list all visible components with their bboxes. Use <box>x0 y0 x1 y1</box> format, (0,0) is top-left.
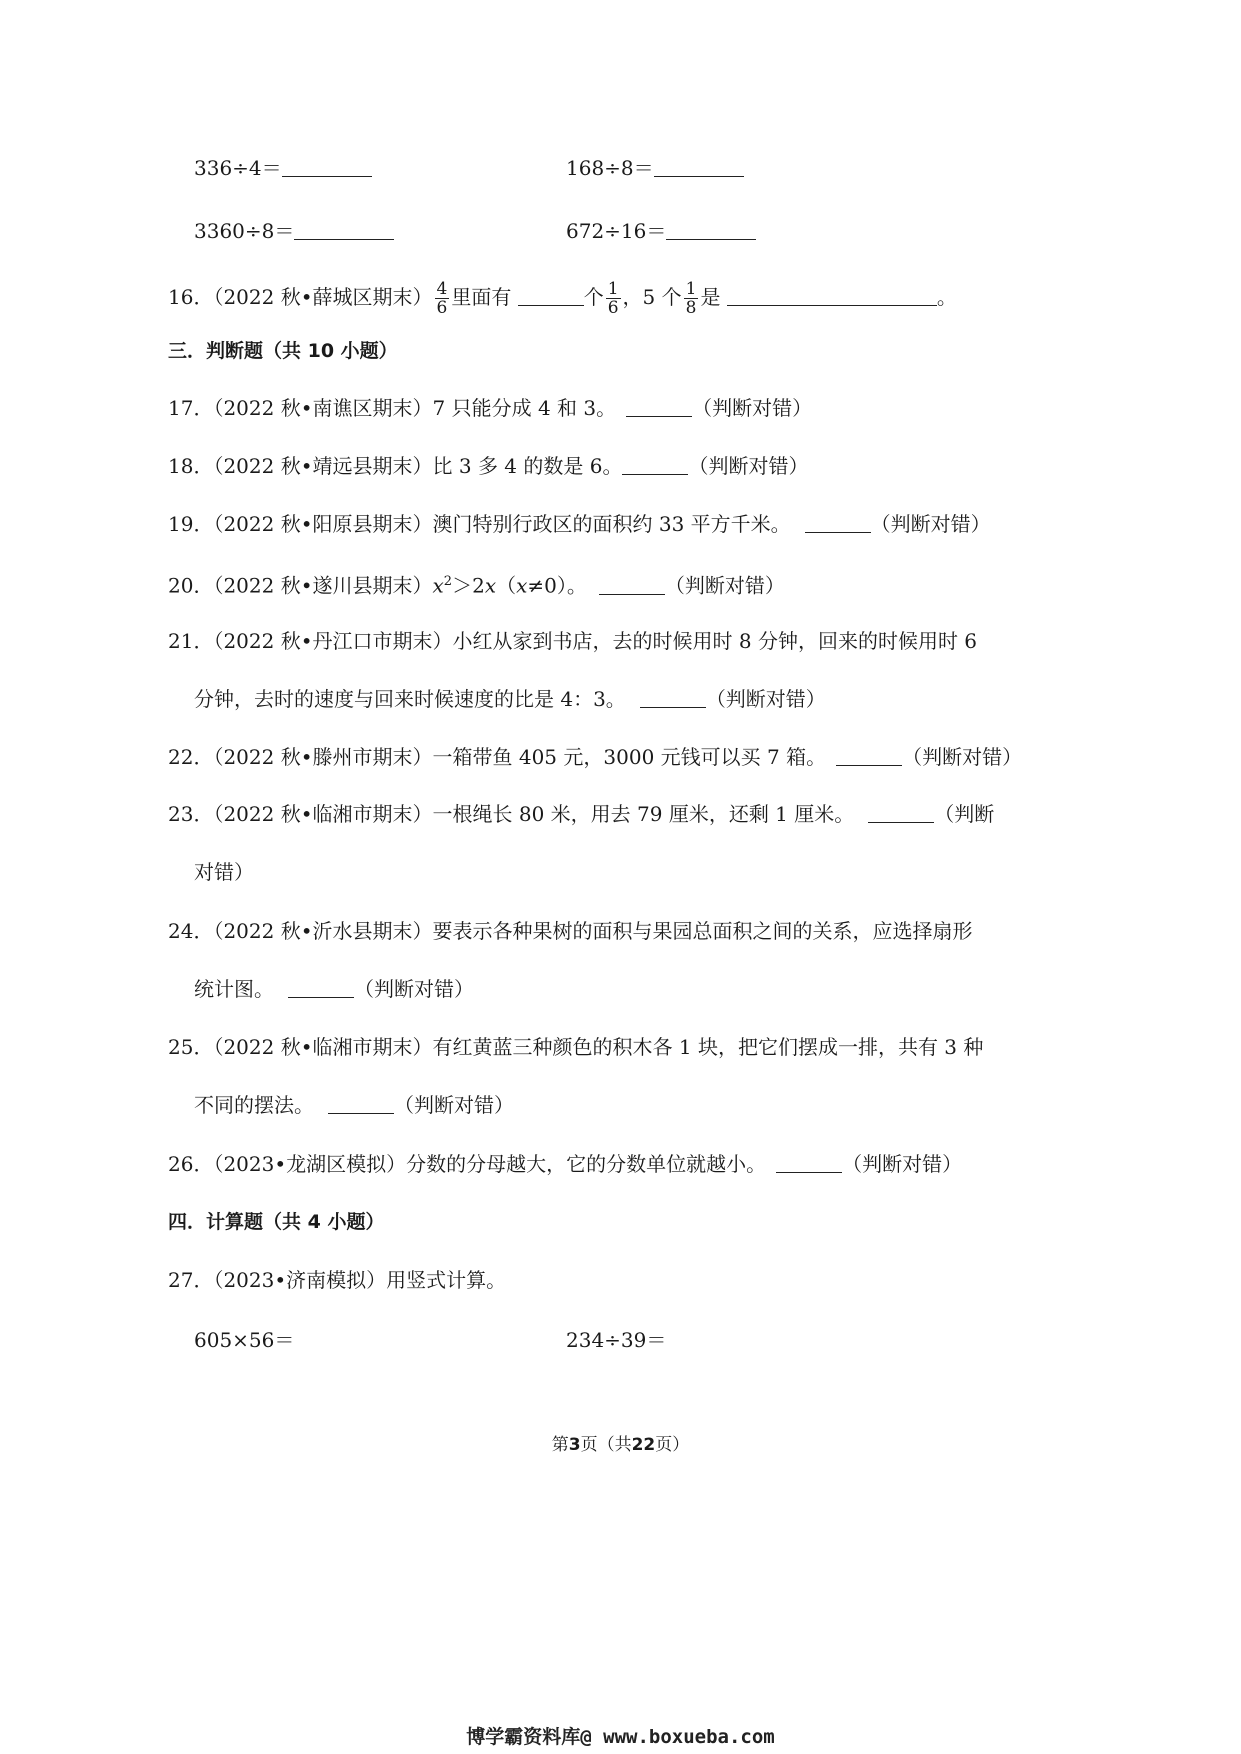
answer-blank[interactable] <box>727 285 937 306</box>
watermark: 博学霸资料库@ www.boxueba.com <box>466 1726 775 1748</box>
answer-blank[interactable] <box>328 1093 394 1114</box>
section-3-title: 三．判断题（共 10 小题） <box>168 340 398 362</box>
question-23-line-1: 23．（2022 秋•临湘市期末）一根绳长 80 米，用去 79 厘米，还剩 1 厘米。 （判断 <box>168 802 995 826</box>
answer-blank[interactable] <box>836 745 902 766</box>
calc-item-2: 168÷8＝ <box>566 154 744 182</box>
answer-blank[interactable] <box>518 285 584 306</box>
fraction: $\frac{1}{6}$ <box>607 279 619 318</box>
question-19: 19．（2022 秋•阳原县期末）澳门特别行政区的面积约 33 平方千米。 （判断对错） <box>168 512 991 536</box>
question-25-line-1: 25．（2022 秋•临湘市期末）有红黄蓝三种颜色的积木各 1 块，把它们摆成一排，共有 3 种 <box>168 1035 984 1059</box>
question-24-line-1: 24．（2022 秋•沂水县期末）要表示各种果树的面积与果园总面积之间的关系，应选择扇形 <box>168 919 973 943</box>
section-4-title: 四．计算题（共 4 小题） <box>168 1211 385 1233</box>
answer-blank[interactable] <box>776 1152 842 1173</box>
question-26: 26．（2023•龙湖区模拟）分数的分母越大，它的分数单位就越小。 （判断对错） <box>168 1152 963 1176</box>
question-21-line-2: 分钟，去时的速度与回来时候速度的比是 4：3。 （判断对错） <box>194 687 826 711</box>
answer-blank[interactable] <box>599 574 665 595</box>
question-22: 22．（2022 秋•滕州市期末）一箱带鱼 405 元，3000 元钱可以买 7 箱。 （判断对错） <box>168 745 1023 769</box>
question-23-line-2: 对错） <box>194 860 254 884</box>
question-17: 17．（2022 秋•南谯区期末）7 只能分成 4 和 3。 （判断对错） <box>168 396 813 420</box>
answer-blank[interactable] <box>622 454 688 475</box>
answer-blank[interactable] <box>654 156 744 177</box>
calc-item-6: 234÷39＝ <box>566 1328 667 1352</box>
answer-blank[interactable] <box>868 802 934 823</box>
page-number: 第3页（共22页） <box>551 1435 690 1455</box>
answer-blank[interactable] <box>288 977 354 998</box>
answer-blank[interactable] <box>626 396 692 417</box>
answer-blank[interactable] <box>805 512 871 533</box>
question-25-line-2: 不同的摆法。 （判断对错） <box>194 1093 514 1117</box>
question-21-line-1: 21．（2022 秋•丹江口市期末）小红从家到书店，去的时候用时 8 分钟，回来的时候用时 6 <box>168 629 978 653</box>
answer-blank[interactable] <box>666 219 756 240</box>
answer-blank[interactable] <box>640 687 706 708</box>
fraction: $\frac{4}{6}$ <box>436 279 448 318</box>
answer-blank[interactable] <box>282 156 372 177</box>
question-24-line-2: 统计图。 （判断对错） <box>194 977 474 1001</box>
fraction: $\frac{1}{8}$ <box>685 279 697 318</box>
calc-item-5: 605×56＝ <box>194 1328 295 1352</box>
question-20: 20．（2022 秋•遂川县期末）$x^2>2x(x\ne 0)$。 （判断对错） <box>168 573 785 598</box>
question-27: 27．（2023•济南模拟）用竖式计算。 <box>168 1268 507 1292</box>
answer-blank[interactable] <box>294 219 394 240</box>
calc-item-4: 672÷16＝ <box>566 217 756 245</box>
calc-item-1: 336÷4＝ <box>194 154 372 182</box>
calc-item-3: 3360÷8＝ <box>194 217 394 245</box>
question-18: 18．（2022 秋•靖远县期末）比 3 多 4 的数是 6。 （判断对错） <box>168 454 809 478</box>
question-16: 16．（2022 秋•薛城区期末） $\frac{4}{6}$ 里面有 个 $\frac{1}{6}$ ，5 个 $\frac{1}{8}$ 是 。 <box>168 279 957 318</box>
